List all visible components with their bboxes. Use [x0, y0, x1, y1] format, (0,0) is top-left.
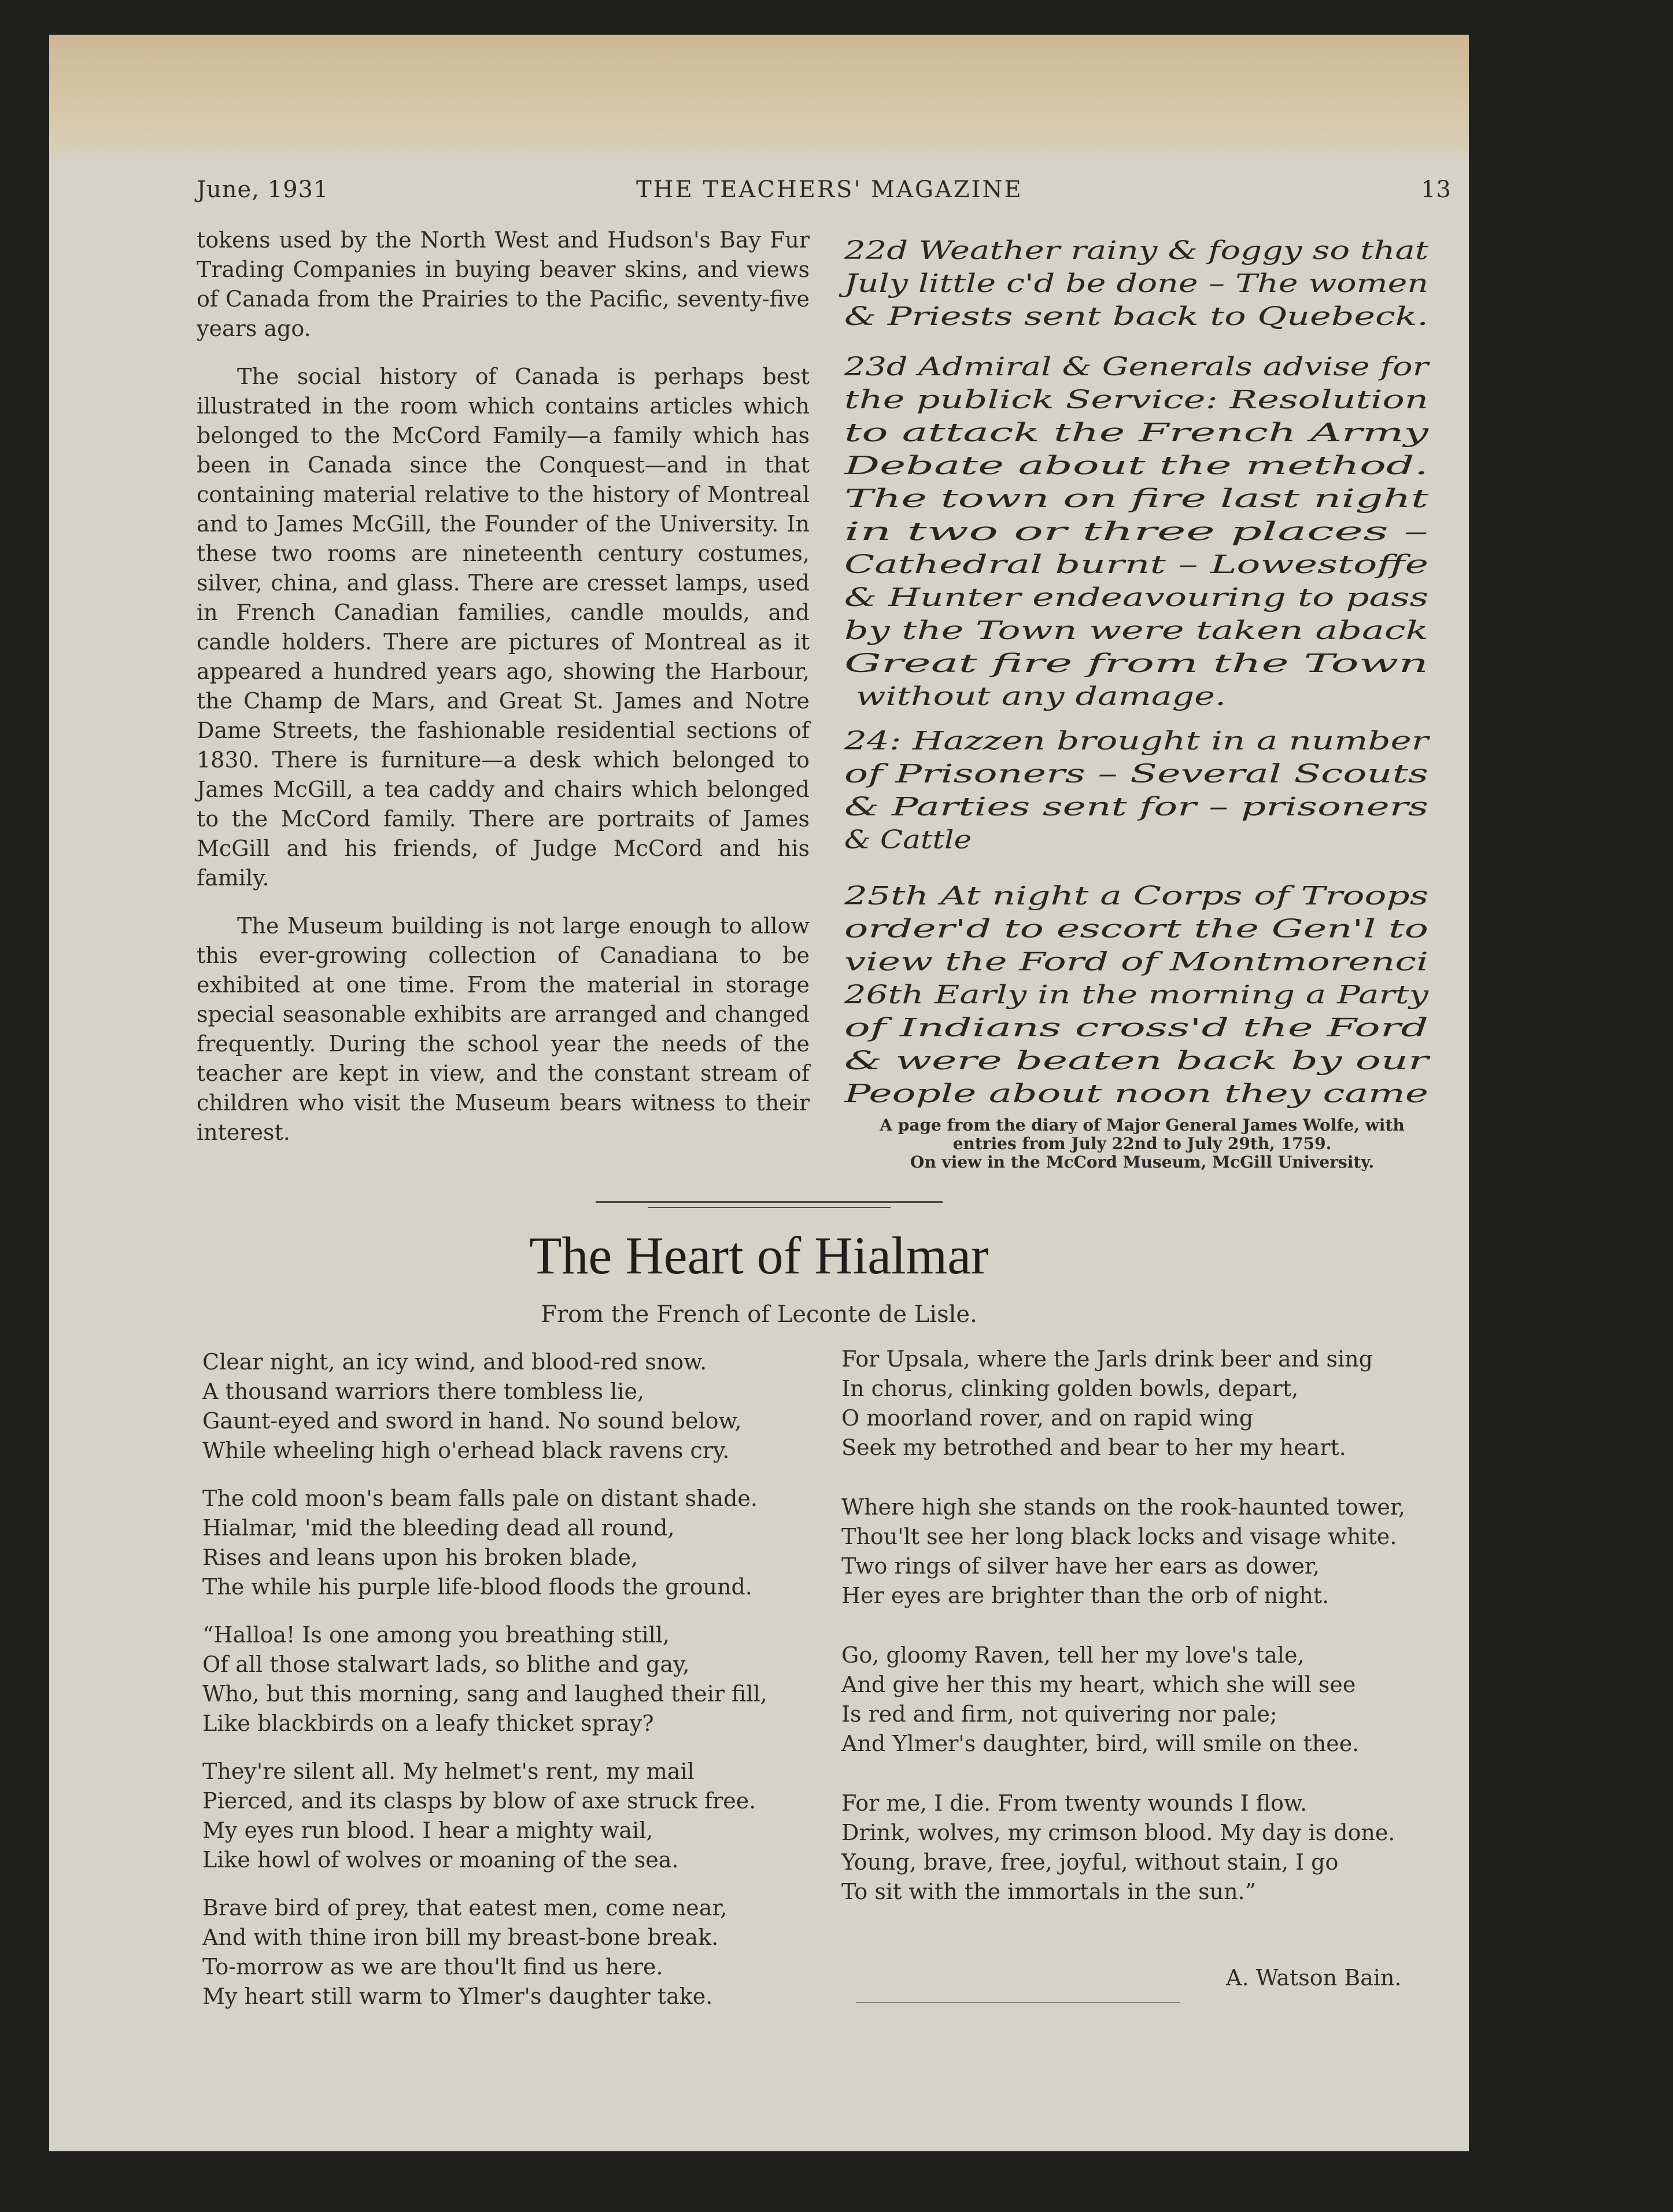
diary-line: & Cattle	[844, 825, 972, 855]
article-paragraph: The social history of Canada is perhaps best illustrated in the room which contains articles which belonged to the McCord Family—a family which has been in Canada since the Conquest—and in that containing material relative to the history of Montreal and to James McGill, the Founder of the University. In these two rooms are nineteenth century costumes, silver, china, and glass. There are cresset lamps, used in French Canadian families, candle moulds, and candle holders. There are pictures of Montreal as it appeared a hundred years ago, showing the Harbour, the Champ de Mars, and Great St. James and Notre Dame Streets, the fashionable residential sections of 1830. There is furniture—a desk which belonged to James McGill, a tea caddy and chairs which belonged to the McCord family. There are portraits of James McGill and his friends, of Judge McCord and his family.	[197, 364, 810, 891]
poem-line: Of all those stalwart lads, so blithe and gay,	[202, 1652, 690, 1677]
diary-line: & were beaten back by our	[844, 1046, 1431, 1076]
poem-line: My eyes run blood. I hear a mighty wail,	[202, 1818, 653, 1843]
poem-line: My heart still warm to Ylmer's daughter take.	[202, 1984, 713, 2009]
diary-line: without any damage.	[856, 682, 1226, 711]
diary-line: Debate about the method.	[843, 451, 1428, 481]
poem-stanza	[841, 1641, 1478, 1759]
poem-line: They're silent all. My helmet's rent, my mail	[202, 1759, 695, 1784]
diary-line: 23d Admiral & Generals advise for	[843, 352, 1431, 382]
poem-column-left	[202, 1347, 827, 2030]
diary-line: 26th Early in the morning a Party	[843, 980, 1430, 1010]
poem-column-right	[841, 1345, 1478, 1937]
poem-stanza	[202, 1757, 827, 1875]
poem-line: Like howl of wolves or moaning of the sea.	[202, 1847, 679, 1873]
diary-line: 22d Weather rainy & foggy so that	[843, 236, 1429, 265]
poem-line: Is red and firm, not quivering nor pale;	[841, 1701, 1277, 1727]
diary-line: & Parties sent for – prisoners	[844, 792, 1428, 822]
poem-line: Pierced, and its clasps by blow of axe struck free.	[202, 1788, 756, 1814]
poem-stanza	[841, 1789, 1478, 1907]
diary-line: of Prisoners – Several Scouts	[844, 759, 1428, 789]
diary-line: & Priests sent back to Quebeck.	[844, 302, 1428, 331]
poem-line: The cold moon's beam falls pale on distant shade.	[202, 1486, 758, 1511]
poem-line: While wheeling high o'erhead black ravens cry.	[202, 1438, 730, 1463]
poem-title: The Heart of Hialmar	[529, 1226, 989, 1285]
poem-line: A thousand warriors there tombless lie,	[202, 1379, 645, 1404]
poem-line: And give her this my heart, which she will see	[841, 1672, 1356, 1697]
poem-stanza	[841, 1493, 1478, 1611]
poem-line: And with thine iron bill my breast-bone break.	[202, 1925, 719, 1950]
poem-line: Her eyes are brighter than the orb of night.	[841, 1583, 1329, 1608]
diary-line: & Hunter endeavouring to pass	[844, 583, 1428, 612]
page-number: 13	[1421, 176, 1452, 203]
diary-line: to attack the French Army	[844, 418, 1430, 448]
diary-line: order'd to escort the Gen'l to	[844, 914, 1428, 944]
diary-line: in two or three places –	[844, 517, 1428, 546]
diary-line: People about noon they came	[843, 1079, 1428, 1109]
running-header	[197, 176, 1452, 211]
poem-line: The while his purple life-blood floods the ground.	[202, 1574, 752, 1600]
handwritten-diary-page	[833, 231, 1452, 1122]
poem-line: Two rings of silver have her ears as dower,	[841, 1553, 1320, 1579]
poem-stanza	[202, 1620, 827, 1738]
diary-line: the publick Service: Resolution	[844, 385, 1428, 415]
poem-line: Drink, wolves, my crimson blood. My day is done.	[841, 1820, 1395, 1845]
poem-author: A. Watson Bain.	[1226, 1965, 1402, 1991]
poem-line: To sit with the immortals in the sun.”	[841, 1879, 1257, 1904]
poem-line: To-morrow as we are thou'lt find us here.	[202, 1954, 663, 1980]
poem-line: Gaunt-eyed and sword in hand. No sound below,	[202, 1408, 742, 1434]
diary-line: 24: Hazzen brought in a number	[843, 726, 1431, 756]
article-paragraph: tokens used by the North West and Hudson's Bay Fur Trading Companies in buying beaver skins, and views of Canada from the Prairies to the Pacific, seventy-five years ago.	[197, 227, 810, 341]
issue-date: June, 1931	[197, 176, 329, 203]
diary-line: by the Town were taken aback	[844, 616, 1428, 645]
poem-line: Clear night, an icy wind, and blood-red snow.	[202, 1349, 707, 1375]
magazine-title: THE TEACHERS' MAGAZINE	[636, 176, 1023, 203]
poem-line: Thou'lt see her long black locks and visage white.	[841, 1524, 1397, 1549]
poem-line: For Upsala, where the Jarls drink beer and sing	[841, 1346, 1373, 1372]
page-top-discoloration	[49, 35, 1469, 162]
poem-line: Seek my betrothed and bear to her my heart.	[841, 1435, 1346, 1460]
poem-stanza	[202, 1893, 827, 2011]
diary-line: Great fire from the Town	[844, 649, 1428, 678]
diary-facsimile	[833, 231, 1452, 1122]
poem-subtitle: From the French of Leconte de Lisle.	[541, 1301, 977, 1328]
diary-line: Cathedral burnt – Lowestoffe	[844, 550, 1428, 579]
diary-caption	[833, 1116, 1452, 1172]
poem-line: Rises and leans upon his broken blade,	[202, 1545, 638, 1570]
poem-line: Hialmar, 'mid the bleeding dead all round,	[202, 1515, 675, 1541]
poem-line: “Halloa! Is one among you breathing still,	[202, 1622, 670, 1648]
poem-stanza	[202, 1484, 827, 1602]
article-paragraph: The Museum building is not large enough to allow this ever-growing collection of Canadiana to be exhibited at one time. From the material in storage special seasonable exhibits are arranged and changed frequently. During the school year the needs of the teacher are kept in view, and the constant stream of children who visit the Museum bears witness to their interest.	[197, 913, 810, 1145]
diary-line: The town on fire last night	[844, 484, 1429, 514]
poem-stanza	[841, 1345, 1478, 1463]
section-divider-bottom	[648, 1207, 891, 1208]
article-column	[197, 226, 810, 1166]
poem-line: Young, brave, free, joyful, without stain, I go	[841, 1849, 1339, 1875]
bottom-rule	[856, 2002, 1180, 2003]
poem-line: Where high she stands on the rook-haunted tower,	[841, 1494, 1405, 1520]
section-divider-top	[596, 1201, 943, 1203]
caption-line: A page from the diary of Major General James Wolfe, with	[880, 1116, 1405, 1135]
diary-line: 25th At night a Corps of Troops	[843, 881, 1428, 911]
poem-line: Go, gloomy Raven, tell her my love's tale,	[841, 1642, 1305, 1668]
poem-stanza	[202, 1347, 827, 1465]
diary-line: of Indians cross'd the Ford	[844, 1013, 1428, 1043]
poem-line: Brave bird of prey, that eatest men, come near,	[202, 1895, 727, 1921]
poem-line: Who, but this morning, sang and laughed their fill,	[202, 1681, 767, 1707]
poem-line: Like blackbirds on a leafy thicket spray?	[202, 1711, 654, 1736]
poem-line: O moorland rover, and on rapid wing	[841, 1405, 1254, 1431]
caption-line: On view in the McCord Museum, McGill University.	[910, 1153, 1375, 1172]
diary-line: July little c'd be done – The women	[838, 269, 1428, 298]
diary-line: view the Ford of Montmorenci	[844, 947, 1428, 977]
poem-line: In chorus, clinking golden bowls, depart,	[841, 1376, 1299, 1401]
poem-line: For me, I die. From twenty wounds I flow.	[841, 1790, 1308, 1816]
caption-line: entries from July 22nd to July 29th, 1759.	[952, 1134, 1332, 1153]
poem-line: And Ylmer's daughter, bird, will smile on thee.	[841, 1731, 1360, 1756]
